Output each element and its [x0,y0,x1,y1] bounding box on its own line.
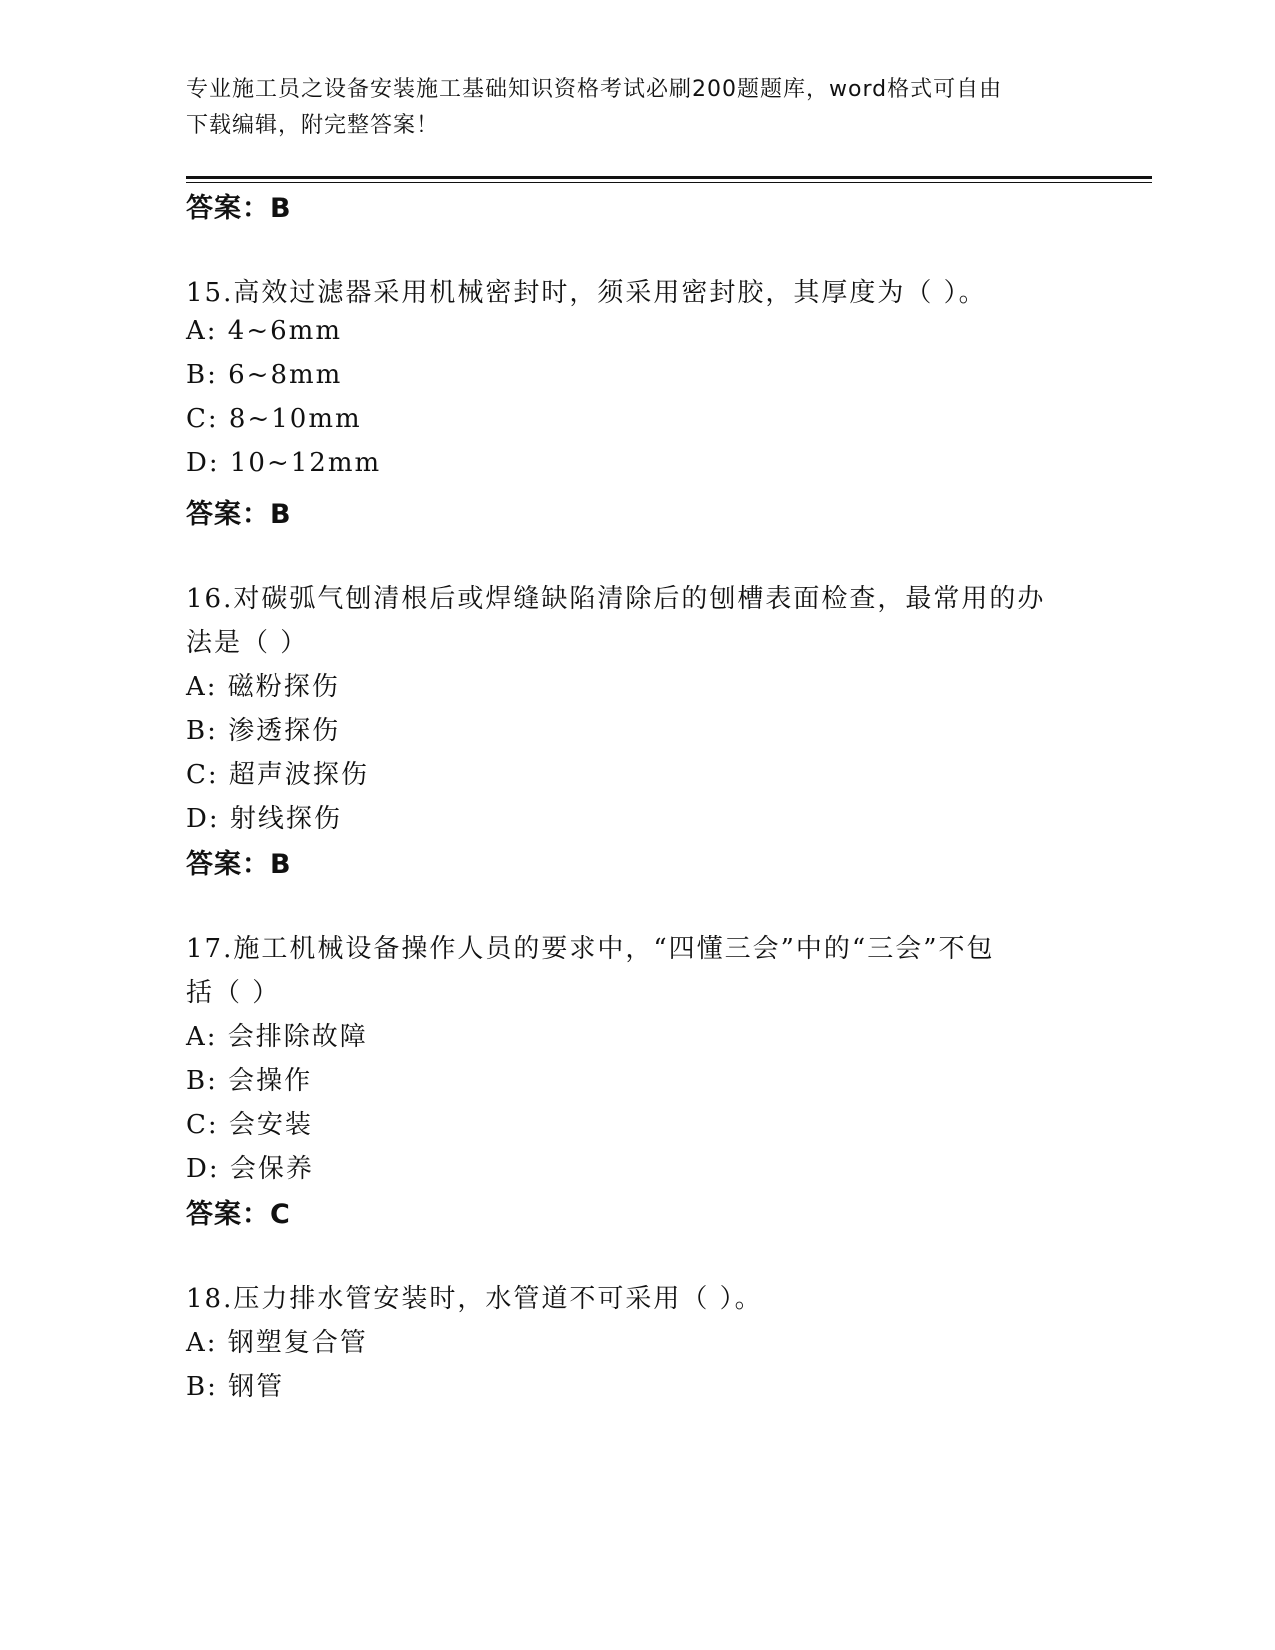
q17-stem-line-2: 括（ ） [186,978,281,1008]
q18-option-a: A: 钢塑复合管 [186,1328,368,1358]
header-line-1: 专业施工员之设备安装施工基础知识资格考试必刷200题题库，word格式可自由 [186,77,1003,102]
previous-answer: 答案：B [186,193,292,224]
q15-option-b: B: 6~8mm [186,360,343,390]
q15-option-c: C: 8~10mm [186,404,362,434]
q15-answer: 答案：B [186,499,292,530]
q18-stem: 18.压力排水管安装时，水管道不可采用（ ）。 [186,1284,763,1314]
q16-stem-line-1: 16.对碳弧气刨清根后或焊缝缺陷清除后的刨槽表面检查，最常用的办 [186,584,1046,614]
q16-option-b: B: 渗透探伤 [186,716,341,746]
header-rule-thick [186,176,1152,179]
q15-stem: 15.高效过滤器采用机械密封时，须采用密封胶，其厚度为（ ）。 [186,278,987,308]
q17-stem-line-1: 17.施工机械设备操作人员的要求中，“四懂三会”中的“三会”不包 [186,934,995,964]
header-rule-thin [186,182,1152,183]
q15-option-d: D: 10~12mm [186,448,382,478]
q16-option-a: A: 磁粉探伤 [186,672,340,702]
q17-option-d: D: 会保养 [186,1154,314,1184]
document-header [186,72,1086,144]
q16-answer: 答案：B [186,849,292,880]
q16-option-c: C: 超声波探伤 [186,760,369,790]
q18-option-b: B: 钢管 [186,1372,285,1402]
q16-stem-line-2: 法是（ ） [186,628,309,658]
q17-answer: 答案：C [186,1199,291,1230]
q17-option-b: B: 会操作 [186,1066,313,1096]
q15-option-a: A: 4~6mm [186,316,342,346]
q17-option-a: A: 会排除故障 [186,1022,368,1052]
q16-option-d: D: 射线探伤 [186,804,342,834]
q17-option-c: C: 会安装 [186,1110,313,1140]
header-line-2: 下载编辑，附完整答案！ [186,113,440,138]
